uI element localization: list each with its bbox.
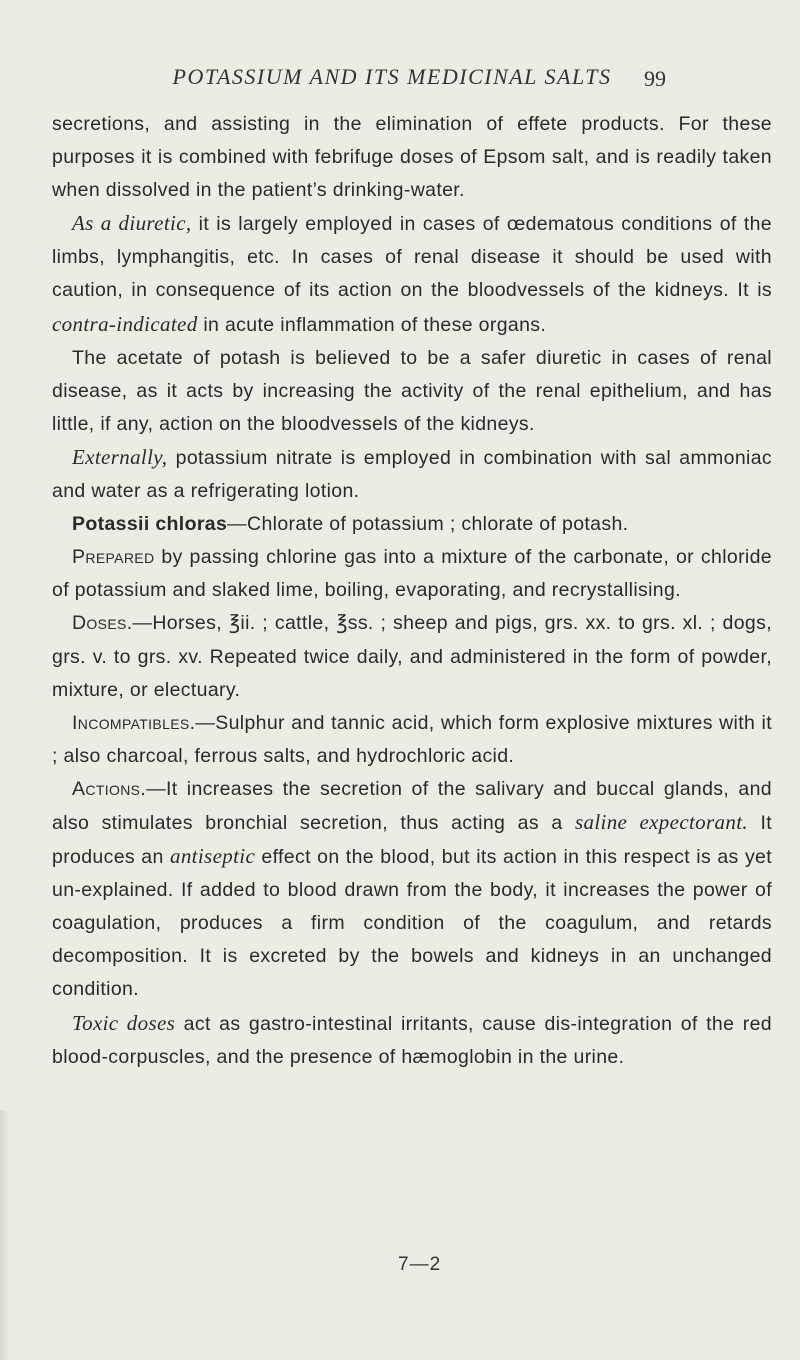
- page-edge-shadow: [0, 1110, 10, 1360]
- lead-externally: Externally,: [72, 444, 168, 469]
- lead-toxic-doses: Toxic doses: [72, 1010, 176, 1035]
- emphasis-saline-expectorant: saline expectorant.: [574, 809, 749, 834]
- lead-incompatibles: Incompatibles.: [72, 711, 196, 734]
- lead-doses: Doses.: [72, 612, 133, 635]
- text-span: in acute inflammation of these organs.: [197, 313, 547, 336]
- text-span: effect on the blood, but its action in this respect is as yet un-explained. If added to blood drawn from the body, it increases the power of coagulation, produces a firm condition of the coagulum, and retards decomposition. It is excreted by the bowels and kidneys in an unchanged condition.: [52, 846, 773, 1001]
- lead-actions: Actions.: [72, 777, 147, 800]
- emphasis-contra-indicated: contra-indicated: [52, 311, 198, 336]
- running-title: POTASSIUM AND ITS MEDICINAL SALTS: [172, 64, 612, 89]
- text-span: —Chlorate of potassium ; chlorate of potash.: [227, 513, 629, 536]
- paragraph-actions: [52, 773, 772, 1007]
- page-number: 99: [644, 66, 666, 91]
- text-span: —Sulphur and tannic acid, which form explosive mixtures with it ; also charcoal, ferrous salts, and hydrochloric acid.: [52, 711, 772, 767]
- text-span: by passing chlorine gas into a mixture of the carbonate, or chloride of potassium and slaked lime, boiling, evaporating, and recrystallising.: [52, 546, 772, 602]
- paragraph-acetate: The acetate of potash is believed to be a safer diuretic in cases of renal disease, as it acts by increasing the activity of the renal epithelium, and has little, if any, action on the bloodvessels of the kidneys.: [52, 346, 772, 435]
- paragraph-prepared: [52, 541, 772, 607]
- paragraph-1: secretions, and assisting in the elimination of effete products. For these purposes it is combined with febrifuge doses of Epsom salt, and is readily taken when dissolved in the patient’s drinking-water.: [52, 113, 772, 202]
- text-span: —It increases the secretion of the salivary and buccal glands, and also stimulates bronchial secretion, thus acting as a: [52, 777, 772, 834]
- text-span: it is largely employed in cases of œdematous conditions of the limbs, lymphangitis, etc. In cases of renal disease it should be used with caution, in consequence of its action on the bloodvessels of the kidneys. It is: [52, 213, 772, 302]
- paragraph-toxic-doses: [52, 1007, 772, 1074]
- paragraph-externally: [52, 441, 772, 508]
- lead-diuretic: As a diuretic,: [72, 211, 192, 236]
- text-span: act as gastro-intestinal irritants, cause dis-integration of the red blood-corpuscles, and the presence of hæmoglobin in the urine.: [52, 1012, 772, 1068]
- paragraph-diuretic: [52, 207, 772, 341]
- paragraph-potassii-chloras: [52, 508, 772, 541]
- lead-prepared: Prepared: [72, 546, 155, 569]
- paragraph-incompatibles: [52, 707, 772, 773]
- emphasis-antiseptic: antiseptic: [169, 844, 256, 869]
- body-text: [52, 108, 772, 1074]
- text-span: —Horses, ℥ii. ; cattle, ℥ss. ; sheep and pigs, grs. xx. to grs. xl. ; dogs, grs. v. to grs. xv. Repeated twice daily, and administered in the form of powder, mixture, or electuary.: [52, 612, 772, 701]
- signature-mark: 7—2: [398, 1254, 442, 1275]
- text-span: potassium nitrate is employed in combination with sal ammoniac and water as a refrigerating lotion.: [52, 446, 772, 503]
- paragraph-doses: [52, 607, 772, 706]
- text-span: It produces an: [52, 811, 772, 869]
- heading-potassii-chloras: Potassii chloras: [72, 513, 228, 536]
